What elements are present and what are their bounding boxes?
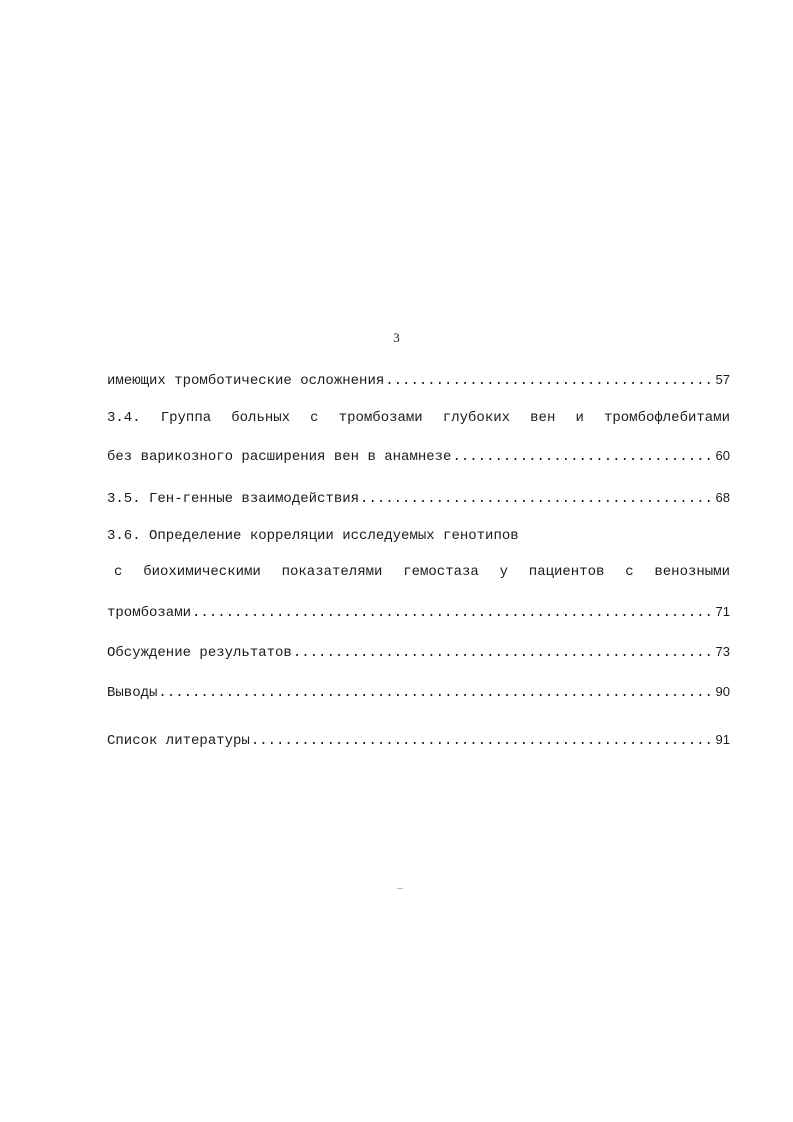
toc-entry-title: 3.4. Группа больных с тромбозами глубоких вен и тромбофлебитами [107, 410, 730, 426]
toc-entry-title: без варикозного расширения вен в анамнезе [107, 449, 452, 465]
toc-entry-title: Выводы [107, 685, 158, 701]
dot-leader [293, 643, 715, 663]
toc-entry-page: 73 [715, 644, 730, 659]
dot-leader [452, 447, 714, 467]
dot-leader [251, 731, 715, 751]
toc-entry-title: тромбозами [107, 605, 192, 621]
toc-entry [107, 730, 730, 751]
toc-entry [107, 562, 730, 582]
toc-entry-page: 68 [715, 490, 730, 505]
toc-entry-title: 3.5. Ген-генные взаимодействия [107, 491, 360, 507]
toc-entry [107, 488, 730, 509]
toc-entry [107, 526, 730, 546]
toc-entry-title: имеющих тромботические осложнения [107, 373, 385, 389]
toc-entry-page: 91 [715, 732, 730, 747]
toc-entry [107, 408, 730, 428]
dot-leader [158, 683, 714, 703]
dot-leader [192, 603, 715, 623]
toc-entry-page: 71 [715, 604, 730, 619]
toc-entry-title: с биохимическими показателями гемостаза у пациентов с венозными [114, 564, 730, 580]
toc-entry-page: 90 [715, 684, 730, 699]
toc-entry [107, 682, 730, 703]
toc-entry-page: 60 [715, 448, 730, 463]
toc-entry [107, 642, 730, 663]
toc-entry-title: 3.6. Определение корреляции исследуемых генотипов [107, 528, 519, 544]
toc-entry-title: Список литературы [107, 733, 250, 749]
toc-entry [107, 446, 730, 467]
toc-entry [107, 602, 730, 623]
dot-leader [385, 371, 714, 391]
toc-entry [107, 370, 730, 391]
dot-leader [360, 489, 714, 509]
page-number: 3 [393, 330, 400, 345]
scan-artifact [397, 888, 403, 889]
toc-entry-title: Обсуждение результатов [107, 645, 292, 661]
toc-entry-page: 57 [715, 372, 730, 387]
